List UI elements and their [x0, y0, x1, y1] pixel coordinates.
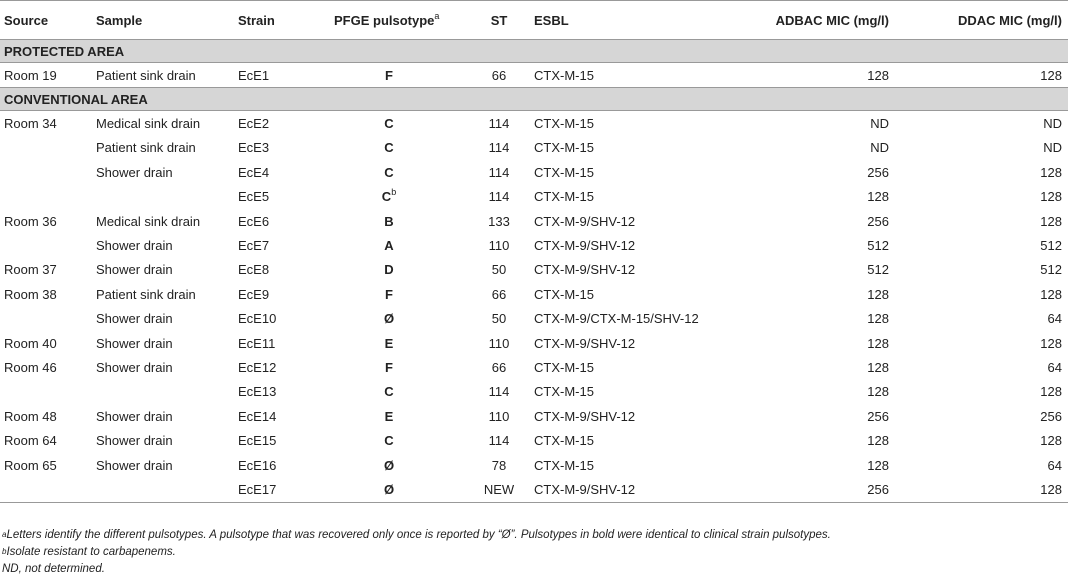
cell-ddac-mic: 128 [1040, 213, 1062, 229]
cell-strain: EcE17 [238, 477, 314, 502]
cell-source: Room 37 [4, 262, 57, 278]
cell-st: 114 [488, 140, 510, 156]
cell-source: Room 64 [4, 433, 57, 449]
cell-st: 114 [488, 433, 510, 449]
cell-sample: Shower drain [96, 311, 173, 327]
cell-strain: EcE4 [238, 164, 270, 180]
cell-sample: Shower drain [96, 238, 173, 254]
footnote [2, 561, 1012, 578]
table-row [0, 111, 1068, 136]
cell-sample [96, 477, 238, 502]
cell-adbac-mic: 128 [867, 189, 889, 205]
cell-st: 114 [488, 384, 510, 400]
cell-pfge [314, 63, 464, 88]
table-body [0, 40, 1068, 503]
cell-esbl: CTX-M-15 [534, 116, 594, 132]
cell-ddac-mic: 128 [911, 477, 1068, 502]
cell-source [0, 380, 96, 404]
cell-st: 66 [491, 67, 507, 83]
cell-ddac-mic: 128 [1040, 335, 1062, 351]
cell-sample: Medical sink drain [96, 116, 201, 132]
pfge-value: C [384, 384, 394, 400]
cell-pfge [314, 185, 464, 209]
table-row [0, 428, 1068, 452]
cell-ddac-mic: 64 [1047, 457, 1062, 473]
pfge-value: Ø [383, 481, 395, 497]
cell-esbl: CTX-M-9/CTX-M-15/SHV-12 [534, 311, 699, 327]
cell-esbl: CTX-M-15 [534, 140, 594, 156]
table-row [0, 355, 1068, 379]
cell-ddac-mic: 512 [1040, 262, 1062, 278]
header-pfge [314, 1, 464, 40]
cell-st: 114 [488, 164, 510, 180]
footnote-mark: b [2, 547, 7, 556]
cell-sample: Shower drain [96, 457, 173, 473]
pfge-value: C [384, 164, 394, 180]
table-row [0, 63, 1068, 88]
cell-source: Room 19 [4, 67, 57, 83]
cell-source: Room 40 [4, 335, 57, 351]
cell-ddac-mic: 64 [1047, 359, 1062, 375]
section-label-conventional: CONVENTIONAL AREA [0, 88, 1068, 111]
cell-pfge [314, 477, 464, 502]
header-source: Source [0, 1, 96, 40]
pfge-footnote-mark: b [391, 187, 397, 198]
cell-adbac-mic: 128 [867, 384, 889, 400]
cell-adbac-mic: ND [870, 140, 889, 156]
cell-st: 110 [488, 335, 510, 351]
cell-source [0, 233, 96, 257]
pfge-value: F [385, 67, 393, 83]
cell-sample: Shower drain [96, 262, 173, 278]
cell-strain: EcE10 [238, 311, 277, 327]
cell-ddac-mic: 128 [1040, 67, 1062, 83]
cell-esbl: CTX-M-9/SHV-12 [534, 262, 636, 278]
cell-st: 133 [488, 213, 510, 229]
cell-st: 66 [491, 359, 507, 375]
footnote-mark: a [2, 530, 7, 539]
cell-pfge [314, 453, 464, 477]
cell-adbac-mic: 256 [734, 477, 911, 502]
footnote [2, 544, 1012, 561]
pfge-value: F [385, 359, 393, 375]
cell-adbac-mic: 128 [867, 433, 889, 449]
cell-st: 110 [488, 238, 510, 254]
cell-strain: EcE14 [238, 408, 277, 424]
cell-esbl: CTX-M-15 [534, 384, 594, 400]
table-row [0, 477, 1068, 502]
cell-sample: Shower drain [96, 359, 173, 375]
cell-esbl: CTX-M-15 [534, 457, 594, 473]
cell-ddac-mic: 512 [1040, 238, 1062, 254]
cell-ddac-mic: 256 [1040, 408, 1062, 424]
cell-pfge [314, 111, 464, 136]
cell-adbac-mic: 128 [867, 457, 889, 473]
cell-adbac-mic: ND [870, 116, 889, 132]
cell-adbac-mic: 128 [867, 286, 889, 302]
cell-pfge [314, 282, 464, 306]
cell-pfge [314, 209, 464, 233]
cell-adbac-mic: 128 [867, 335, 889, 351]
table-row [0, 160, 1068, 184]
cell-ddac-mic: 128 [1040, 164, 1062, 180]
cell-adbac-mic: 256 [867, 213, 889, 229]
cell-pfge [314, 355, 464, 379]
cell-sample: Shower drain [96, 408, 173, 424]
table-row [0, 307, 1068, 331]
header-row [0, 1, 1068, 40]
cell-esbl: CTX-M-9/SHV-12 [534, 335, 636, 351]
cell-strain: EcE1 [238, 67, 270, 83]
cell-pfge [314, 307, 464, 331]
cell-sample [96, 185, 238, 209]
pfge-value: B [384, 213, 394, 229]
cell-sample: Shower drain [96, 335, 173, 351]
cell-ddac-mic: 128 [1040, 286, 1062, 302]
pfge-value: C [384, 116, 394, 132]
cell-strain: EcE9 [238, 286, 270, 302]
cell-sample: Patient sink drain [96, 286, 196, 302]
cell-source: Room 34 [4, 116, 57, 132]
table-row [0, 282, 1068, 306]
footnote-text: Isolate resistant to carbapenems. [6, 546, 176, 558]
footnote [2, 527, 1012, 544]
cell-st: 78 [491, 457, 507, 473]
cell-pfge [314, 136, 464, 160]
table-row [0, 404, 1068, 428]
pfge-value: E [384, 335, 394, 351]
cell-ddac-mic: 128 [1040, 384, 1062, 400]
header-pfge-footnote-mark: a [434, 10, 440, 21]
cell-sample [96, 380, 238, 404]
header-sample: Sample [96, 1, 238, 40]
cell-strain: EcE12 [238, 359, 277, 375]
cell-source [0, 307, 96, 331]
cell-source: Room 65 [4, 457, 57, 473]
cell-st: 110 [488, 408, 510, 424]
cell-strain: EcE15 [238, 433, 277, 449]
cell-strain: EcE13 [238, 384, 277, 400]
cell-esbl: CTX-M-15 [534, 67, 594, 83]
cell-pfge [314, 160, 464, 184]
pfge-value: C [384, 433, 394, 449]
cell-strain: EcE16 [238, 457, 277, 473]
footnote-text: Letters identify the different pulsotypes. A pulsotype that was recovered only once is reported by “Ø”. Pulsotypes in bold were identical to clinical strain pulsotypes. [6, 529, 831, 541]
cell-strain: EcE7 [238, 238, 270, 254]
cell-strain: EcE8 [238, 262, 270, 278]
cell-source [0, 136, 96, 160]
cell-ddac-mic: 64 [1047, 311, 1062, 327]
cell-esbl: CTX-M-15 [534, 189, 594, 205]
cell-source: Room 48 [4, 408, 57, 424]
table-row [0, 380, 1068, 404]
cell-source: Room 36 [4, 213, 57, 229]
pfge-value: C [384, 140, 394, 156]
header-strain: Strain [238, 1, 314, 40]
cell-strain: EcE11 [238, 335, 276, 351]
cell-esbl: CTX-M-9/SHV-12 [534, 213, 636, 229]
cell-ddac-mic: 128 [1040, 433, 1062, 449]
table-row [0, 185, 1068, 209]
cell-source [0, 185, 96, 209]
pfge-value: Ø [383, 457, 395, 473]
cell-sample: Medical sink drain [96, 213, 201, 229]
footnote-text: ND, not determined. [2, 563, 105, 575]
cell-esbl: CTX-M-9/SHV-12 [534, 477, 734, 502]
cell-pfge [314, 258, 464, 282]
pfge-value: A [384, 238, 394, 254]
cell-ddac-mic: ND [1043, 140, 1062, 156]
table-row [0, 453, 1068, 477]
cell-strain: EcE3 [238, 140, 270, 156]
cell-esbl: CTX-M-15 [534, 359, 594, 375]
cell-pfge [314, 404, 464, 428]
cell-st: 50 [491, 311, 507, 327]
cell-st: 114 [488, 116, 510, 132]
cell-adbac-mic: 128 [867, 359, 889, 375]
header-pfge-label: PFGE pulsotype [334, 12, 435, 28]
cell-esbl: CTX-M-15 [534, 164, 594, 180]
cell-adbac-mic: 128 [867, 311, 889, 327]
header-esbl: ESBL [534, 1, 734, 40]
pfge-value: Ø [383, 311, 395, 327]
cell-sample: Shower drain [96, 164, 173, 180]
cell-strain: EcE6 [238, 213, 270, 229]
header-ddac-mic: DDAC MIC (mg/l) [911, 1, 1068, 40]
cell-adbac-mic: 128 [867, 67, 889, 83]
cell-source [0, 160, 96, 184]
pfge-value: C [381, 189, 392, 205]
table-footnotes [2, 527, 1012, 578]
cell-st: 50 [491, 262, 507, 278]
cell-esbl: CTX-M-9/SHV-12 [534, 238, 636, 254]
pfge-value: E [384, 408, 394, 424]
cell-pfge [314, 380, 464, 404]
cell-sample: Patient sink drain [96, 67, 196, 83]
table-row [0, 331, 1068, 355]
table-row [0, 233, 1068, 257]
section-label-protected: PROTECTED AREA [0, 40, 1068, 63]
table-row [0, 258, 1068, 282]
pfge-value: F [385, 286, 393, 302]
header-st: ST [464, 1, 534, 40]
cell-strain: EcE2 [238, 116, 270, 132]
section-row-protected [0, 40, 1068, 63]
cell-st: 114 [488, 189, 510, 205]
cell-sample: Shower drain [96, 433, 173, 449]
section-row-conventional [0, 88, 1068, 111]
cell-ddac-mic: 128 [1040, 189, 1062, 205]
cell-adbac-mic: 512 [867, 238, 889, 254]
pfge-value: D [384, 262, 394, 278]
cell-pfge [314, 331, 464, 355]
cell-source [0, 477, 96, 502]
cell-ddac-mic: ND [1043, 116, 1062, 132]
cell-st: 66 [491, 286, 507, 302]
cell-adbac-mic: 512 [867, 262, 889, 278]
cell-sample: Patient sink drain [96, 140, 196, 156]
cell-st: NEW [464, 477, 534, 502]
cell-adbac-mic: 256 [867, 408, 889, 424]
cell-source: Room 38 [4, 286, 57, 302]
cell-pfge [314, 428, 464, 452]
cell-esbl: CTX-M-15 [534, 433, 594, 449]
header-adbac-mic: ADBAC MIC (mg/l) [734, 1, 911, 40]
cell-pfge [314, 233, 464, 257]
cell-esbl: CTX-M-15 [534, 286, 594, 302]
table-row [0, 209, 1068, 233]
cell-source: Room 46 [4, 359, 57, 375]
cell-esbl: CTX-M-9/SHV-12 [534, 408, 636, 424]
table-row [0, 136, 1068, 160]
cell-strain: EcE5 [238, 189, 270, 205]
cell-adbac-mic: 256 [867, 164, 889, 180]
